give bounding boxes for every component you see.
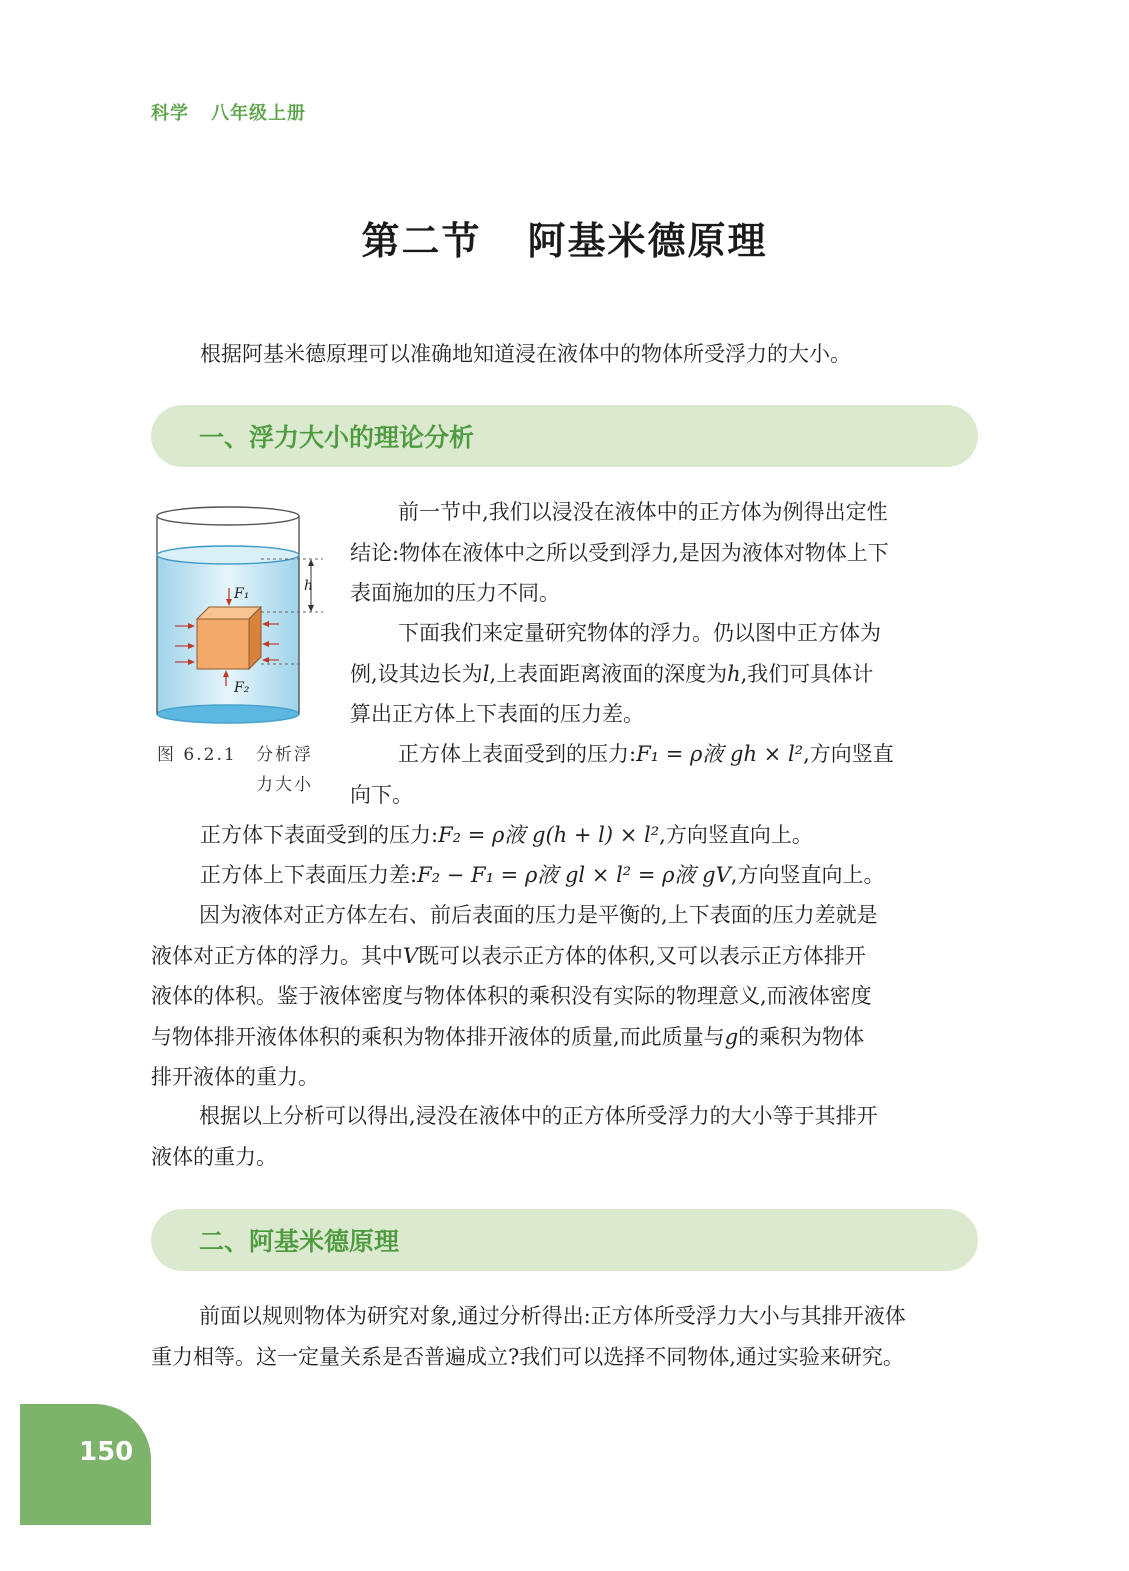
label-f1: F₁ — [234, 586, 250, 602]
paragraph-7 — [151, 1096, 978, 1177]
p1-line-3: 表面施加的压力不同。 — [350, 581, 560, 605]
figure-beaker-cube — [151, 502, 331, 732]
p4-direction: ,方向竖直向上。 — [659, 823, 813, 847]
p3-lead: 正方体上表面受到的压力: — [398, 742, 637, 766]
p2-line-2a: 例,设其边长为 — [350, 661, 483, 686]
p2-line-3: 算出正方体上下表面的压力差。 — [350, 702, 644, 726]
symbol-l: l — [482, 661, 490, 686]
p5-direction: ,方向竖直向上。 — [730, 863, 885, 887]
p1-line-2: 结论:物体在液体中之所以受到浮力,是因为液体对物体上下 — [350, 540, 889, 565]
paragraph-1 — [350, 492, 978, 614]
water-surface — [157, 546, 299, 564]
section-heading-bar-2 — [151, 1209, 978, 1271]
p8-line-2: 重力相等。这一定量关系是否普遍成立?我们可以选择不同物体,通过实验来研究。 — [151, 1344, 904, 1369]
paragraph-4 — [200, 815, 980, 856]
beaker-bottom — [157, 705, 299, 723]
symbol-V: V — [403, 943, 419, 968]
beaker-diagram — [151, 502, 331, 732]
p2-line-2c: ,我们可具体计 — [740, 661, 874, 686]
header-subject: 科学 — [151, 103, 189, 124]
p8-line-1: 前面以规则物体为研究对象,通过分析得出:正方体所受浮力大小与其排开液体 — [199, 1304, 906, 1328]
paragraph-8 — [151, 1296, 978, 1377]
p6-line-2a: 液体对正方体的浮力。其中 — [151, 943, 403, 968]
p6-line-2b: 既可以表示正方体的体积,又可以表示正方体排开 — [418, 943, 866, 968]
p3-direction: ,方向竖直 — [803, 742, 894, 766]
p4-lead: 正方体下表面受到的压力: — [200, 823, 439, 847]
p5-lead: 正方体上下表面压力差: — [200, 863, 418, 887]
label-f2: F₂ — [234, 680, 250, 696]
p6-line-4b: 的乘积为物体 — [738, 1024, 865, 1049]
p7-line-2: 液体的重力。 — [151, 1144, 277, 1169]
page-number: 150 — [79, 1437, 134, 1467]
p2-line-2b: ,上表面距离液面的深度为 — [489, 661, 728, 686]
p2-line-1: 下面我们来定量研究物体的浮力。仍以图中正方体为 — [398, 621, 881, 645]
p1-line-1: 前一节中,我们以浸没在液体中的正方体为例得出定性 — [398, 500, 888, 524]
p7-line-1: 根据以上分析可以得出,浸没在液体中的正方体所受浮力的大小等于其排开 — [199, 1104, 878, 1128]
equation-f1: F₁ = ρ液 gh × l² — [636, 742, 804, 766]
p6-line-5: 排开液体的重力。 — [151, 1065, 319, 1089]
caption-number: 图 6.2.1 — [157, 745, 237, 765]
symbol-g: g — [724, 1024, 739, 1049]
section-heading-2: 二、阿基米德原理 — [199, 1227, 400, 1256]
label-h: h — [304, 578, 314, 594]
depth-arrow-bottom — [308, 605, 314, 612]
paragraph-6 — [151, 895, 978, 1098]
paragraph-5 — [200, 855, 980, 896]
equation-difference: F₂ − F₁ = ρ液 gl × l² = ρ液 gV — [417, 863, 731, 887]
caption-line-2: 力大小 — [256, 775, 313, 795]
section-heading-bar-1 — [151, 405, 978, 467]
title-section-number: 第二节 — [361, 219, 482, 263]
beaker-rim — [157, 507, 299, 525]
section-heading-1: 一、浮力大小的理论分析 — [199, 423, 475, 452]
header-book: 八年级上册 — [211, 103, 306, 124]
equation-f2: F₂ = ρ液 g(h + l) × l² — [438, 823, 660, 847]
paragraph-3 — [350, 734, 978, 815]
figure-caption — [157, 740, 313, 800]
section-title — [0, 210, 1129, 265]
depth-arrow-top — [308, 559, 314, 566]
title-name: 阿基米德原理 — [527, 219, 768, 263]
p6-line-3: 液体的体积。鉴于液体密度与物体体积的乘积没有实际的物理意义,而液体密度 — [151, 984, 872, 1008]
caption-line-1: 分析浮 — [256, 745, 313, 765]
p6-line-1: 因为液体对正方体左右、前后表面的压力是平衡的,上下表面的压力差就是 — [199, 903, 878, 927]
running-header — [151, 99, 306, 125]
paragraph-2 — [350, 613, 978, 735]
page-number-tab — [20, 1404, 151, 1525]
intro-paragraph: 根据阿基米德原理可以准确地知道浸在液体中的物体所受浮力的大小。 — [200, 342, 851, 366]
symbol-h: h — [727, 661, 741, 686]
p3-tail: 向下。 — [350, 782, 413, 807]
cube-front-face — [197, 619, 249, 669]
p6-line-4a: 与物体排开液体体积的乘积为物体排开液体的质量,而此质量与 — [151, 1024, 725, 1049]
